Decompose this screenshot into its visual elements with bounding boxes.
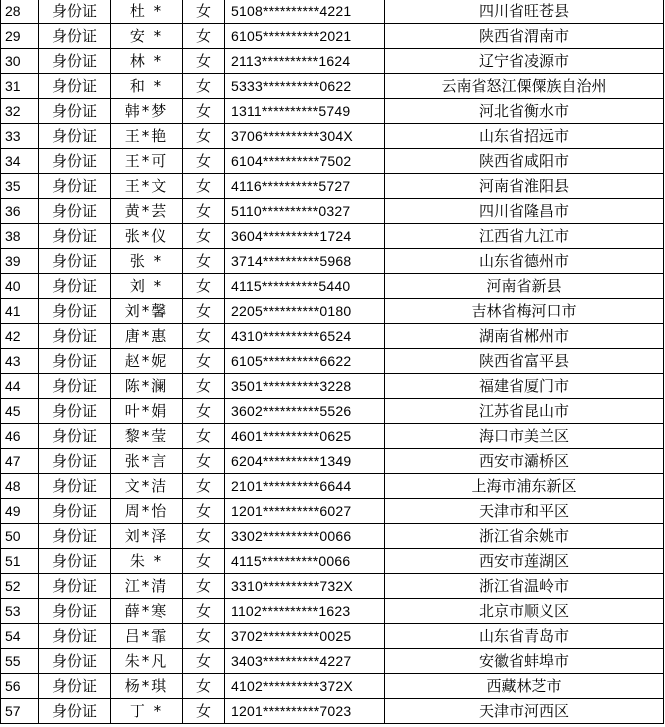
- region-cell: 浙江省温岭市: [385, 574, 664, 599]
- document-type-cell: 身份证: [39, 149, 111, 174]
- row-number: 29: [1, 24, 39, 49]
- person-name-cell: 杜 *: [111, 0, 183, 24]
- region-cell: 四川省隆昌市: [385, 199, 664, 224]
- document-type-cell: 身份证: [39, 649, 111, 674]
- region-cell: 山东省招远市: [385, 124, 664, 149]
- row-number: 42: [1, 324, 39, 349]
- person-name-cell: 张*言: [111, 449, 183, 474]
- records-table-body: [1, 0, 664, 724]
- id-number-cell: 2205**********0180: [225, 299, 385, 324]
- gender-cell: 女: [183, 49, 225, 74]
- table-row: [1, 299, 664, 324]
- person-name-cell: 刘*馨: [111, 299, 183, 324]
- table-row: [1, 224, 664, 249]
- row-number: 44: [1, 374, 39, 399]
- id-number-cell: 5108**********4221: [225, 0, 385, 24]
- row-number: 40: [1, 274, 39, 299]
- id-number-cell: 4115**********0066: [225, 549, 385, 574]
- gender-cell: 女: [183, 399, 225, 424]
- document-type-cell: 身份证: [39, 599, 111, 624]
- table-row: [1, 574, 664, 599]
- document-type-cell: 身份证: [39, 174, 111, 199]
- person-name-cell: 文*洁: [111, 474, 183, 499]
- id-number-cell: 3302**********0066: [225, 524, 385, 549]
- row-number: 50: [1, 524, 39, 549]
- person-name-cell: 王*艳: [111, 124, 183, 149]
- id-number-cell: 6204**********1349: [225, 449, 385, 474]
- gender-cell: 女: [183, 674, 225, 699]
- gender-cell: 女: [183, 424, 225, 449]
- region-cell: 吉林省梅河口市: [385, 299, 664, 324]
- id-number-cell: 4601**********0625: [225, 424, 385, 449]
- region-cell: 福建省厦门市: [385, 374, 664, 399]
- document-type-cell: 身份证: [39, 224, 111, 249]
- region-cell: 山东省青岛市: [385, 624, 664, 649]
- gender-cell: 女: [183, 649, 225, 674]
- id-number-cell: 3310**********732X: [225, 574, 385, 599]
- row-number: 36: [1, 199, 39, 224]
- document-type-cell: 身份证: [39, 574, 111, 599]
- person-name-cell: 丁 *: [111, 699, 183, 724]
- region-cell: 北京市顺义区: [385, 599, 664, 624]
- gender-cell: 女: [183, 549, 225, 574]
- row-number: 41: [1, 299, 39, 324]
- table-row: [1, 549, 664, 574]
- region-cell: 西安市莲湖区: [385, 549, 664, 574]
- person-name-cell: 安 *: [111, 24, 183, 49]
- region-cell: 陕西省渭南市: [385, 24, 664, 49]
- person-name-cell: 和 *: [111, 74, 183, 99]
- document-type-cell: 身份证: [39, 474, 111, 499]
- id-number-cell: 4115**********5440: [225, 274, 385, 299]
- document-type-cell: 身份证: [39, 374, 111, 399]
- document-type-cell: 身份证: [39, 124, 111, 149]
- person-name-cell: 杨*琪: [111, 674, 183, 699]
- region-cell: 山东省德州市: [385, 249, 664, 274]
- region-cell: 陕西省富平县: [385, 349, 664, 374]
- person-name-cell: 黄*芸: [111, 199, 183, 224]
- person-name-cell: 江*清: [111, 574, 183, 599]
- gender-cell: 女: [183, 299, 225, 324]
- row-number: 34: [1, 149, 39, 174]
- person-name-cell: 林 *: [111, 49, 183, 74]
- table-row: [1, 274, 664, 299]
- id-number-cell: 3714**********5968: [225, 249, 385, 274]
- id-number-cell: 1201**********6027: [225, 499, 385, 524]
- row-number: 35: [1, 174, 39, 199]
- gender-cell: 女: [183, 99, 225, 124]
- region-cell: 天津市河西区: [385, 699, 664, 724]
- row-number: 56: [1, 674, 39, 699]
- person-name-cell: 刘 *: [111, 274, 183, 299]
- person-name-cell: 韩*梦: [111, 99, 183, 124]
- region-cell: 天津市和平区: [385, 499, 664, 524]
- gender-cell: 女: [183, 174, 225, 199]
- gender-cell: 女: [183, 374, 225, 399]
- document-type-cell: 身份证: [39, 674, 111, 699]
- table-row: [1, 249, 664, 274]
- person-name-cell: 王*可: [111, 149, 183, 174]
- person-name-cell: 周*怡: [111, 499, 183, 524]
- region-cell: 西安市灞桥区: [385, 449, 664, 474]
- id-number-cell: 6105**********2021: [225, 24, 385, 49]
- table-row: [1, 399, 664, 424]
- gender-cell: 女: [183, 0, 225, 24]
- id-number-cell: 5110**********0327: [225, 199, 385, 224]
- gender-cell: 女: [183, 274, 225, 299]
- row-number: 48: [1, 474, 39, 499]
- document-type-cell: 身份证: [39, 549, 111, 574]
- id-number-cell: 1102**********1623: [225, 599, 385, 624]
- id-number-cell: 3501**********3228: [225, 374, 385, 399]
- row-number: 53: [1, 599, 39, 624]
- document-type-cell: 身份证: [39, 24, 111, 49]
- row-number: 47: [1, 449, 39, 474]
- id-number-cell: 3604**********1724: [225, 224, 385, 249]
- id-number-cell: 4310**********6524: [225, 324, 385, 349]
- row-number: 30: [1, 49, 39, 74]
- row-number: 52: [1, 574, 39, 599]
- document-type-cell: 身份证: [39, 699, 111, 724]
- gender-cell: 女: [183, 699, 225, 724]
- gender-cell: 女: [183, 574, 225, 599]
- region-cell: 河北省衡水市: [385, 99, 664, 124]
- document-type-cell: 身份证: [39, 499, 111, 524]
- row-number: 43: [1, 349, 39, 374]
- region-cell: 浙江省余姚市: [385, 524, 664, 549]
- row-number: 32: [1, 99, 39, 124]
- person-name-cell: 吕*霏: [111, 624, 183, 649]
- id-number-cell: 3602**********5526: [225, 399, 385, 424]
- id-number-cell: 3403**********4227: [225, 649, 385, 674]
- table-row: [1, 199, 664, 224]
- table-row: [1, 124, 664, 149]
- person-name-cell: 薛*寒: [111, 599, 183, 624]
- region-cell: 陕西省咸阳市: [385, 149, 664, 174]
- gender-cell: 女: [183, 524, 225, 549]
- table-row: [1, 49, 664, 74]
- id-number-cell: 5333**********0622: [225, 74, 385, 99]
- person-name-cell: 叶*娟: [111, 399, 183, 424]
- id-number-cell: 6105**********6622: [225, 349, 385, 374]
- region-cell: 湖南省郴州市: [385, 324, 664, 349]
- region-cell: 河南省新县: [385, 274, 664, 299]
- row-number: 33: [1, 124, 39, 149]
- row-number: 51: [1, 549, 39, 574]
- document-type-cell: 身份证: [39, 74, 111, 99]
- region-cell: 安徽省蚌埠市: [385, 649, 664, 674]
- id-number-cell: 4116**********5727: [225, 174, 385, 199]
- row-number: 38: [1, 224, 39, 249]
- document-type-cell: 身份证: [39, 99, 111, 124]
- document-type-cell: 身份证: [39, 274, 111, 299]
- table-row: [1, 649, 664, 674]
- region-cell: 四川省旺苍县: [385, 0, 664, 24]
- id-number-cell: 4102**********372X: [225, 674, 385, 699]
- document-type-cell: 身份证: [39, 624, 111, 649]
- region-cell: 辽宁省凌源市: [385, 49, 664, 74]
- gender-cell: 女: [183, 349, 225, 374]
- region-cell: 云南省怒江傈僳族自治州: [385, 74, 664, 99]
- document-type-cell: 身份证: [39, 399, 111, 424]
- id-number-cell: 1311**********5749: [225, 99, 385, 124]
- gender-cell: 女: [183, 599, 225, 624]
- table-row: [1, 0, 664, 24]
- region-cell: 海口市美兰区: [385, 424, 664, 449]
- row-number: 46: [1, 424, 39, 449]
- gender-cell: 女: [183, 449, 225, 474]
- id-number-cell: 2101**********6644: [225, 474, 385, 499]
- row-number: 55: [1, 649, 39, 674]
- table-row: [1, 99, 664, 124]
- region-cell: 江西省九江市: [385, 224, 664, 249]
- table-row: [1, 374, 664, 399]
- person-name-cell: 赵*妮: [111, 349, 183, 374]
- document-type-cell: 身份证: [39, 349, 111, 374]
- row-number: 39: [1, 249, 39, 274]
- region-cell: 西藏林芝市: [385, 674, 664, 699]
- gender-cell: 女: [183, 624, 225, 649]
- gender-cell: 女: [183, 224, 225, 249]
- table-row: [1, 674, 664, 699]
- id-number-cell: 2113**********1624: [225, 49, 385, 74]
- gender-cell: 女: [183, 499, 225, 524]
- person-name-cell: 黎*莹: [111, 424, 183, 449]
- document-type-cell: 身份证: [39, 424, 111, 449]
- table-row: [1, 624, 664, 649]
- person-name-cell: 张*仪: [111, 224, 183, 249]
- row-number: 57: [1, 699, 39, 724]
- person-name-cell: 张 *: [111, 249, 183, 274]
- gender-cell: 女: [183, 249, 225, 274]
- row-number: 28: [1, 0, 39, 24]
- document-type-cell: 身份证: [39, 324, 111, 349]
- id-number-cell: 1201**********7023: [225, 699, 385, 724]
- table-row: [1, 599, 664, 624]
- person-name-cell: 王*文: [111, 174, 183, 199]
- row-number: 31: [1, 74, 39, 99]
- person-name-cell: 朱*凡: [111, 649, 183, 674]
- table-row: [1, 74, 664, 99]
- document-type-cell: 身份证: [39, 49, 111, 74]
- document-type-cell: 身份证: [39, 199, 111, 224]
- region-cell: 江苏省昆山市: [385, 399, 664, 424]
- document-type-cell: 身份证: [39, 299, 111, 324]
- table-row: [1, 474, 664, 499]
- gender-cell: 女: [183, 124, 225, 149]
- table-row: [1, 699, 664, 724]
- region-cell: 河南省淮阳县: [385, 174, 664, 199]
- person-name-cell: 陈*澜: [111, 374, 183, 399]
- region-cell: 上海市浦东新区: [385, 474, 664, 499]
- row-number: 49: [1, 499, 39, 524]
- person-name-cell: 唐*惠: [111, 324, 183, 349]
- gender-cell: 女: [183, 24, 225, 49]
- row-number: 45: [1, 399, 39, 424]
- person-name-cell: 朱 *: [111, 549, 183, 574]
- table-row: [1, 349, 664, 374]
- gender-cell: 女: [183, 74, 225, 99]
- person-name-cell: 刘*泽: [111, 524, 183, 549]
- table-row: [1, 149, 664, 174]
- table-row: [1, 449, 664, 474]
- table-row: [1, 499, 664, 524]
- table-row: [1, 24, 664, 49]
- table-row: [1, 174, 664, 199]
- gender-cell: 女: [183, 324, 225, 349]
- document-type-cell: 身份证: [39, 0, 111, 24]
- gender-cell: 女: [183, 474, 225, 499]
- document-type-cell: 身份证: [39, 449, 111, 474]
- table-row: [1, 424, 664, 449]
- gender-cell: 女: [183, 149, 225, 174]
- id-number-cell: 3702**********0025: [225, 624, 385, 649]
- table-row: [1, 524, 664, 549]
- id-number-cell: 3706**********304X: [225, 124, 385, 149]
- gender-cell: 女: [183, 199, 225, 224]
- document-type-cell: 身份证: [39, 524, 111, 549]
- id-number-cell: 6104**********7502: [225, 149, 385, 174]
- table-row: [1, 324, 664, 349]
- row-number: 54: [1, 624, 39, 649]
- document-type-cell: 身份证: [39, 249, 111, 274]
